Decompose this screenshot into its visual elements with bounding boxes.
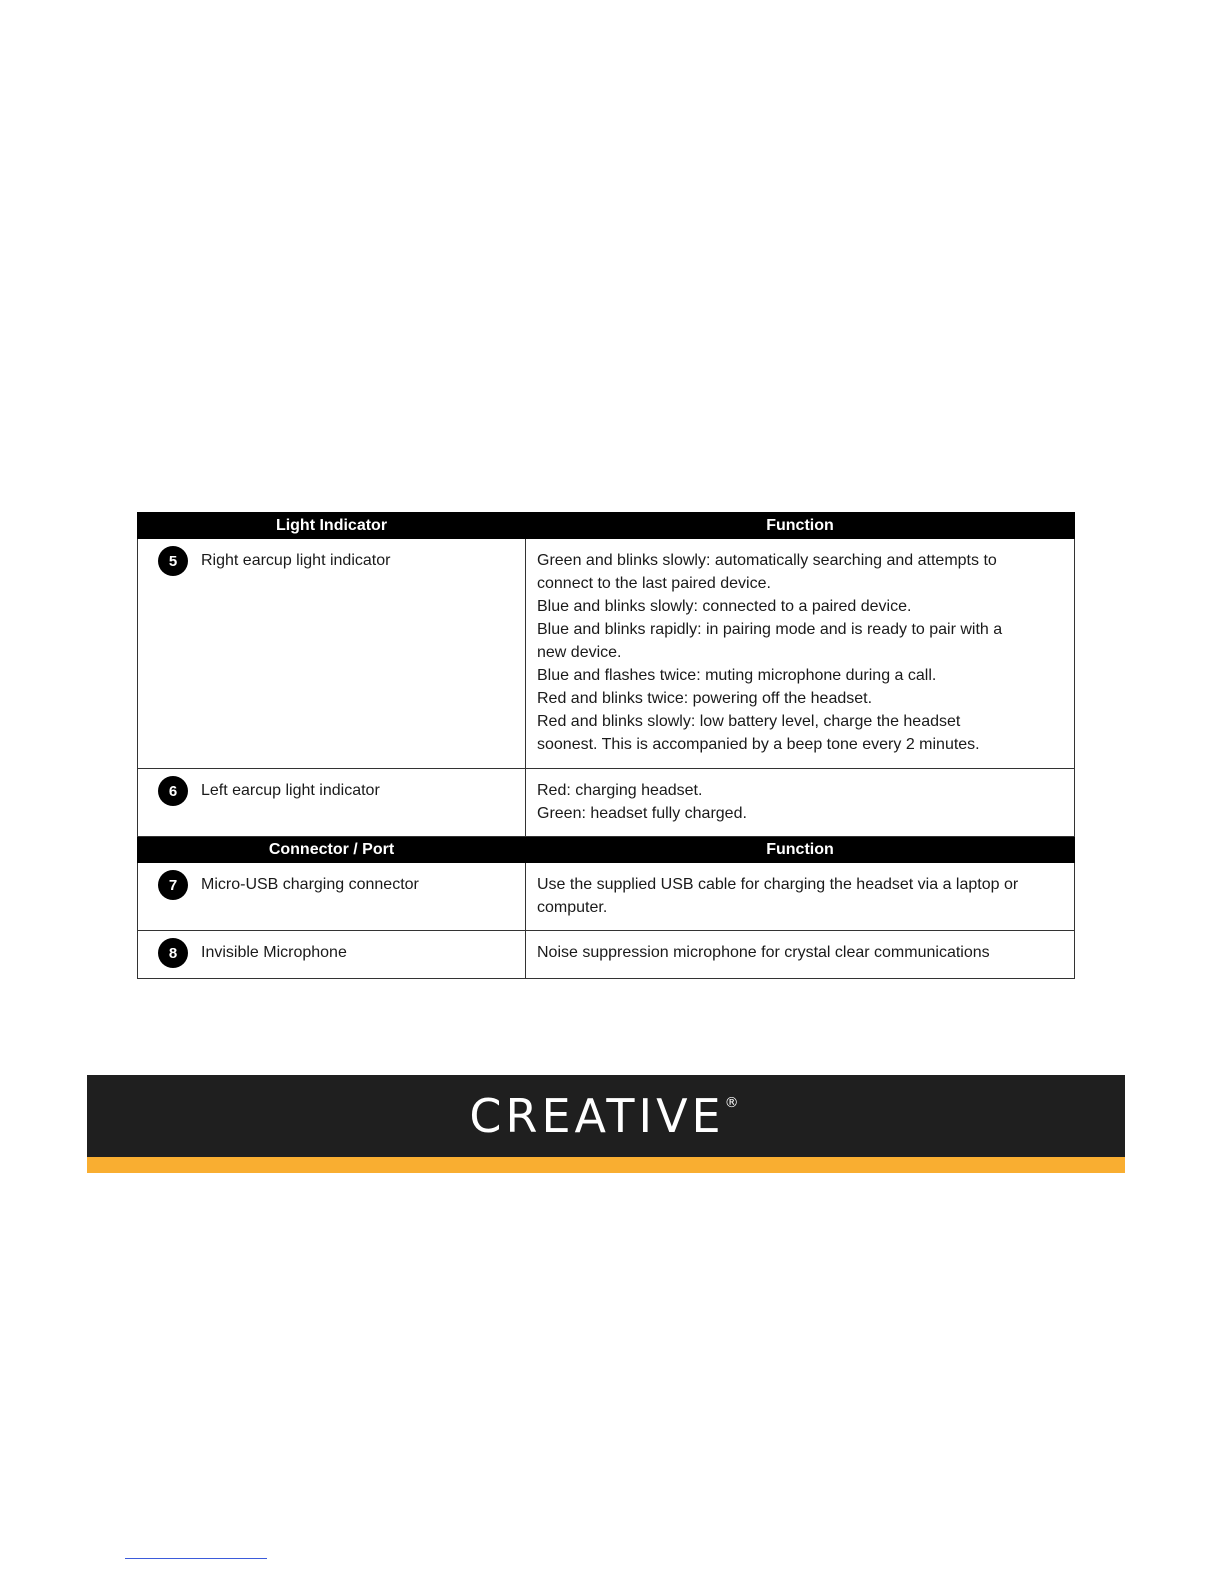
function-cell	[526, 931, 1075, 979]
number-badge: 6	[158, 776, 188, 806]
table-row	[138, 931, 1075, 979]
function-line: Green and blinks slowly: automatically searching and attempts to	[537, 552, 997, 569]
function-line: Red: charging headset.	[537, 782, 703, 799]
item-cell	[138, 931, 526, 979]
function-cell	[526, 539, 1075, 769]
table-row	[138, 539, 1075, 769]
function-line: soonest. This is accompanied by a beep tone every 2 minutes.	[537, 736, 980, 753]
banner-stripe	[87, 1157, 1125, 1173]
item-cell	[138, 769, 526, 837]
function-cell	[526, 769, 1075, 837]
number-badge: 5	[158, 546, 188, 576]
number-badge: 7	[158, 870, 188, 900]
creative-banner	[87, 1075, 1125, 1173]
item-cell	[138, 539, 526, 769]
function-line: Blue and flashes twice: muting microphone during a call.	[537, 667, 937, 684]
header-light-indicator: Light Indicator	[138, 513, 526, 539]
function-line: computer.	[537, 899, 608, 916]
item-label: Invisible Microphone	[201, 944, 347, 961]
creative-logo	[87, 1089, 1125, 1143]
footnote-rule	[125, 1558, 267, 1559]
header-row-connector-port	[138, 837, 1075, 863]
registered-mark: ®	[724, 1095, 743, 1111]
function-line: Red and blinks slowly: low battery level, charge the headset	[537, 713, 961, 730]
item-label: Right earcup light indicator	[201, 552, 391, 569]
function-line: Use the supplied USB cable for charging the headset via a laptop or	[537, 876, 1019, 893]
spec-table	[137, 512, 1075, 979]
header-function: Function	[526, 837, 1075, 863]
function-line: Red and blinks twice: powering off the headset.	[537, 690, 873, 707]
table-row	[138, 769, 1075, 837]
header-connector-port: Connector / Port	[138, 837, 526, 863]
item-label: Micro-USB charging connector	[201, 876, 419, 893]
function-line: Noise suppression microphone for crystal clear communications	[537, 944, 990, 961]
table-row	[138, 863, 1075, 931]
function-line: connect to the last paired device.	[537, 575, 771, 592]
header-row-light-indicator	[138, 513, 1075, 539]
item-cell	[138, 863, 526, 931]
function-cell	[526, 863, 1075, 931]
function-line: new device.	[537, 644, 622, 661]
item-label: Left earcup light indicator	[201, 782, 380, 799]
logo-text: CREATIVE	[469, 1089, 725, 1143]
function-line: Blue and blinks rapidly: in pairing mode and is ready to pair with a	[537, 621, 1003, 638]
header-function: Function	[526, 513, 1075, 539]
number-badge: 8	[158, 938, 188, 968]
function-line: Blue and blinks slowly: connected to a paired device.	[537, 598, 912, 615]
function-line: Green: headset fully charged.	[537, 805, 747, 822]
